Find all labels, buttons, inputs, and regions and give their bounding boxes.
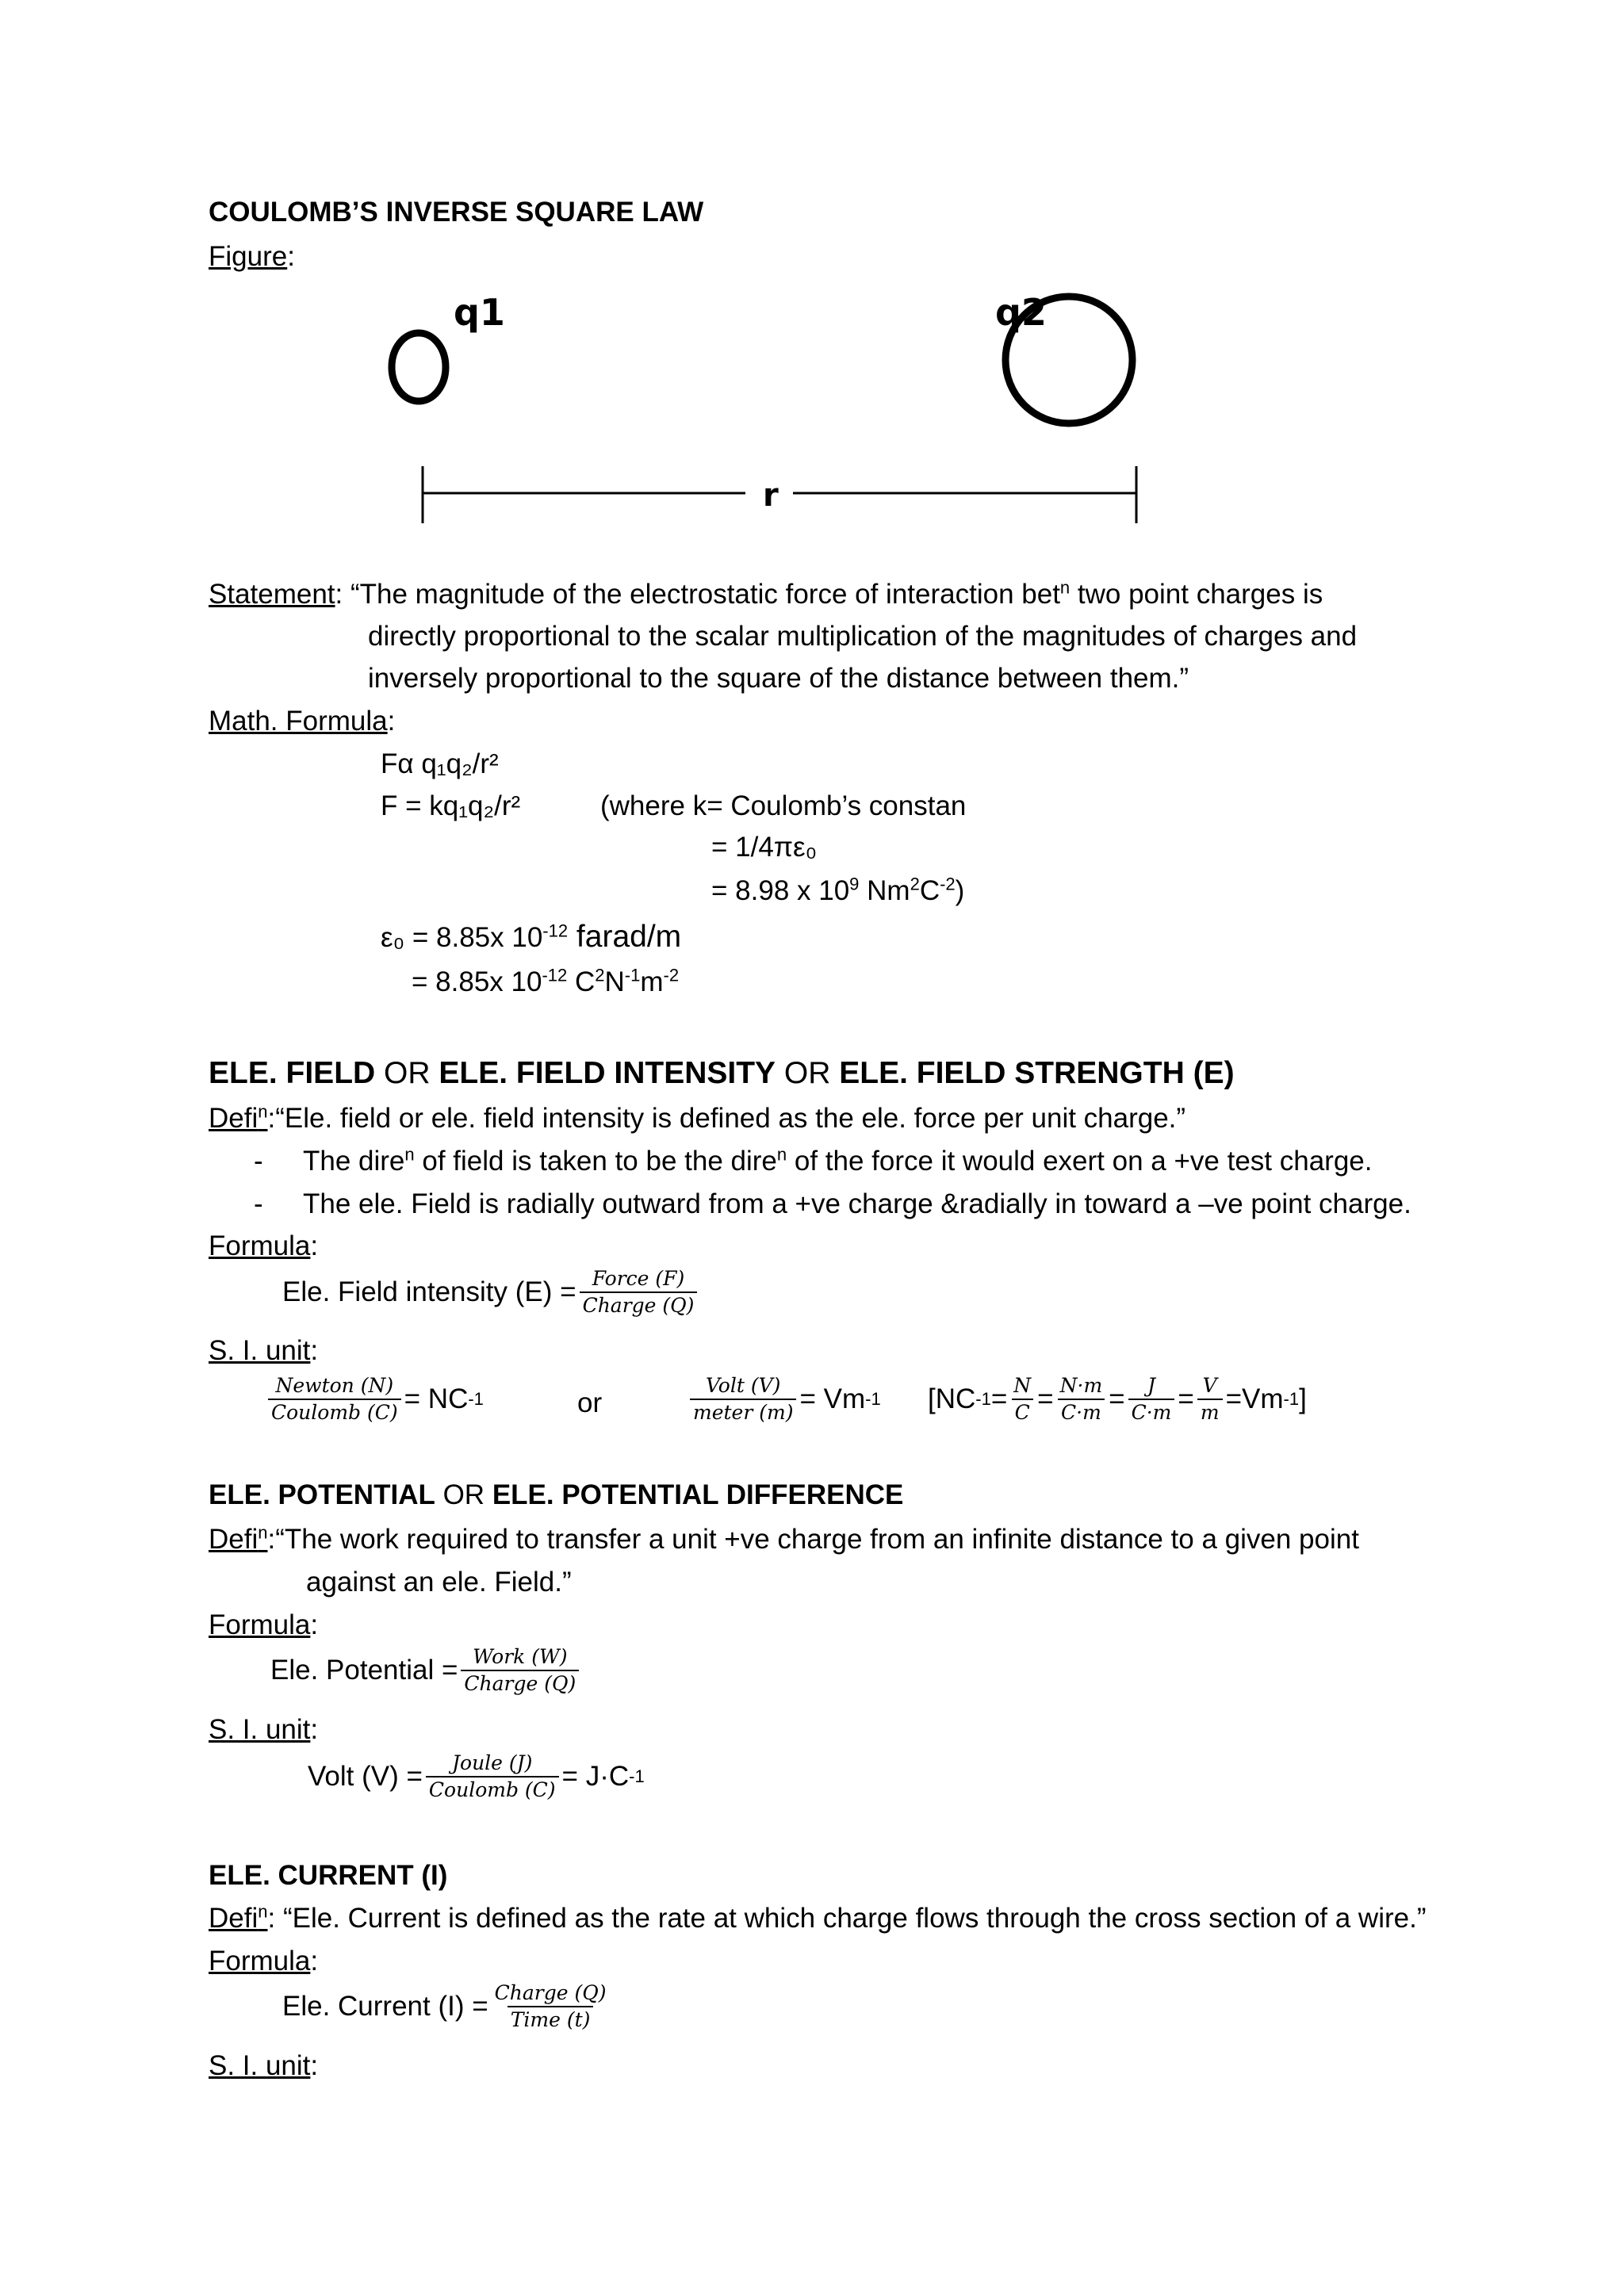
bracket-frac-1 xyxy=(1010,1373,1034,1425)
potential-formula xyxy=(270,1644,582,1697)
field-unit-label: S. I. unit xyxy=(209,1335,311,1366)
epsilon-line-2 xyxy=(412,965,679,1000)
potential-formula-colon: : xyxy=(310,1609,319,1640)
bracket-eq-2: = xyxy=(1037,1383,1054,1414)
field-heading-or-1: OR xyxy=(375,1056,439,1090)
b3-num: J xyxy=(1147,1374,1156,1397)
field-heading-2: ELE. FIELD INTENSITY xyxy=(439,1056,776,1090)
field-unit-line xyxy=(209,1334,318,1368)
eps-2-m: m xyxy=(640,966,664,997)
unit-1-den: Coulomb (C) xyxy=(268,1399,401,1425)
field-bullet-1-dash: - xyxy=(254,1146,263,1177)
unit-2-den: meter (m) xyxy=(690,1399,796,1425)
eps-2-a: = 8.85x 10 xyxy=(412,966,542,997)
potential-defi-word: Defi xyxy=(209,1524,259,1555)
bullet-1-a: The dire xyxy=(303,1146,405,1177)
q1-label: q1 xyxy=(454,291,505,334)
field-unit-2: $\frac{\text{Volt (V)}}{\text{meter (m)}}$ = Vm -1 xyxy=(687,1373,881,1425)
potential-formula-label: Formula xyxy=(209,1609,311,1640)
field-defi-sup: n xyxy=(258,1101,268,1122)
k-value-sup-2: 2 xyxy=(910,874,920,894)
statement-line-2: directly proportional to the scalar multiplication of the magnitudes of charges and xyxy=(368,621,1358,652)
potential-formula-line xyxy=(209,1608,318,1643)
statement-label: Statement xyxy=(209,579,335,610)
bracket-frac-4 xyxy=(1197,1373,1223,1425)
figure-colon: : xyxy=(287,241,295,272)
charge-q1-circle xyxy=(392,333,446,401)
potential-heading xyxy=(209,1479,903,1511)
potential-unit-text: Volt (V) = xyxy=(308,1761,423,1792)
current-frac-num: Charge (Q) xyxy=(494,1981,607,2004)
b2-num: N·m xyxy=(1059,1374,1103,1397)
current-defi-sup: n xyxy=(258,1901,268,1922)
field-defi-word: Defi xyxy=(209,1103,259,1134)
eps-2-c: C xyxy=(567,966,596,997)
field-frac-den: Charge (Q) xyxy=(580,1292,698,1318)
bracket-eq-4: = xyxy=(1178,1383,1194,1414)
bracket-close: ] xyxy=(1299,1383,1307,1414)
k-value-exp: 9 xyxy=(849,874,860,894)
field-formula xyxy=(282,1266,700,1318)
potential-frac-den: Charge (Q) xyxy=(461,1670,579,1697)
field-formula-label: Formula xyxy=(209,1230,311,1261)
current-formula-text: Ele. Current (I) = xyxy=(282,1991,488,2022)
k-value-unit-c: C xyxy=(919,875,940,906)
field-heading-or-2: OR xyxy=(776,1056,840,1090)
field-unit-or: or xyxy=(577,1387,603,1418)
k-value-close: ) xyxy=(955,875,965,906)
potential-heading-or: OR xyxy=(435,1479,492,1510)
epsilon-line-1 xyxy=(381,920,681,955)
math-formula-colon: : xyxy=(387,706,396,737)
coulomb-figure xyxy=(365,285,1237,539)
potential-unit: Volt (V) = $\frac{\text{Joule (J)}}{\text{Coulomb (C)}}$ = J·C -1 xyxy=(308,1751,645,1801)
potential-formula-text: Ele. Potential = xyxy=(270,1655,458,1686)
field-defi-label xyxy=(209,1103,268,1134)
potential-unit-fraction xyxy=(426,1751,559,1803)
bracket-eq-3: = xyxy=(1109,1383,1125,1414)
field-formula-line xyxy=(209,1229,318,1264)
eps-2-c-sup: 2 xyxy=(595,965,605,985)
coulomb-heading: COULOMB’S INVERSE SQUARE LAW xyxy=(209,197,704,228)
field-formula-colon: : xyxy=(310,1230,319,1261)
math-formula-line xyxy=(209,704,395,739)
eps-2-n: N xyxy=(604,966,625,997)
eps-2-exp: -12 xyxy=(542,965,568,985)
potential-heading-2: ELE. POTENTIAL DIFFERENCE xyxy=(492,1479,904,1510)
eps-1-unit: farad/m xyxy=(568,920,682,954)
potential-unit-line xyxy=(209,1712,318,1747)
b1-den: C xyxy=(1012,1399,1033,1425)
potential-unit-label: S. I. unit xyxy=(209,1714,311,1745)
potential-heading-1: ELE. POTENTIAL xyxy=(209,1479,435,1510)
eps-2-m-sup: -2 xyxy=(663,965,680,985)
field-heading xyxy=(209,1056,1235,1091)
eps-1-a: ε₀ = 8.85x 10 xyxy=(381,922,543,953)
field-bullet-1 xyxy=(303,1144,1372,1179)
formula-coulomb: F = kq₁q₂/r² xyxy=(381,790,521,821)
b2-den: C·m xyxy=(1058,1399,1105,1425)
potential-definition-1 xyxy=(209,1522,1359,1557)
current-unit-colon: : xyxy=(310,2050,319,2081)
potential-unit-den: Coulomb (C) xyxy=(426,1776,559,1803)
current-definition-text: : “Ele. Current is defined as the rate at which charge flows through the cross section of a wire.” xyxy=(267,1903,1427,1934)
potential-unit-num: Joule (J) xyxy=(452,1751,533,1774)
current-fraction xyxy=(492,1980,610,2033)
unit-1-eq: = NC xyxy=(404,1383,469,1414)
eps-1-exp: -12 xyxy=(542,920,569,941)
field-unit-1: $\frac{\text{Newton (N)}}{\text{Coulomb (C)}}$ = NC -1 xyxy=(265,1373,484,1425)
bracket-frac-2 xyxy=(1057,1373,1106,1425)
k-value-sup-neg2: -2 xyxy=(940,874,956,894)
current-defi-label xyxy=(209,1903,268,1934)
bullet-1-c: of field is taken to be the dire xyxy=(414,1146,777,1177)
bullet-1-sup-a: n xyxy=(404,1144,415,1165)
bracket-end: =Vm xyxy=(1225,1383,1284,1414)
current-heading: ELE. CURRENT (I) xyxy=(209,1860,448,1891)
b1-num: N xyxy=(1013,1374,1032,1397)
bracket-eq-1: = xyxy=(990,1383,1008,1414)
field-heading-1: ELE. FIELD xyxy=(209,1056,376,1090)
eps-2-n-sup: -1 xyxy=(624,965,641,985)
current-formula xyxy=(282,1980,613,2033)
r-label: r xyxy=(763,477,779,514)
potential-defi-sup: n xyxy=(258,1522,268,1543)
current-formula-line xyxy=(209,1944,318,1979)
bracket-frac-3 xyxy=(1128,1373,1175,1425)
k-value-unit-nm: Nm xyxy=(859,875,910,906)
potential-definition-2: against an ele. Field.” xyxy=(306,1567,572,1598)
statement-line-1 xyxy=(209,577,1323,612)
potential-frac-num: Work (W) xyxy=(473,1645,568,1668)
current-formula-colon: : xyxy=(310,1946,319,1976)
b3-den: C·m xyxy=(1128,1399,1175,1425)
field-unit-2-fraction xyxy=(690,1373,796,1425)
unit-2-eq: = Vm xyxy=(799,1383,866,1414)
potential-defi-label xyxy=(209,1524,268,1555)
potential-unit-colon: : xyxy=(310,1714,319,1745)
field-unit-bracket: [NC -1 = $\frac{N}{C}$ = $\frac{N\cdot m}{C\cdot m}$ = $\frac{J}{C\cdot m}$ = $\frac{V}{m}$ =Vm -1 ] xyxy=(928,1374,1307,1424)
current-formula-label: Formula xyxy=(209,1946,311,1976)
field-formula-text: Ele. Field intensity (E) = xyxy=(282,1276,576,1307)
field-definition xyxy=(209,1101,1185,1136)
potential-definition-text-1: :“The work required to transfer a unit +ve charge from an infinite distance to a given point xyxy=(267,1524,1359,1555)
current-frac-den: Time (t) xyxy=(508,2006,594,2033)
field-heading-3: ELE. FIELD STRENGTH (E) xyxy=(839,1056,1235,1090)
potential-unit-eq: = J·C xyxy=(561,1761,630,1792)
statement-sup: n xyxy=(1059,577,1071,598)
b4-den: m xyxy=(1197,1399,1223,1425)
figure-label-line xyxy=(209,239,295,274)
statement-line-3: inversely proportional to the square of the distance between them.” xyxy=(368,663,1189,694)
current-defi-word: Defi xyxy=(209,1903,259,1934)
math-formula-label: Math. Formula xyxy=(209,706,388,737)
statement-text-1b: two point charges is xyxy=(1070,579,1323,610)
current-unit-line xyxy=(209,2049,318,2084)
field-fraction xyxy=(580,1266,698,1318)
b4-num: V xyxy=(1202,1374,1217,1397)
field-frac-num: Force (F) xyxy=(592,1267,685,1290)
field-definition-text: :“Ele. field or ele. field intensity is defined as the ele. force per unit charge.” xyxy=(267,1103,1186,1134)
field-bullet-2-dash: - xyxy=(254,1188,263,1219)
field-unit-colon: : xyxy=(310,1335,319,1366)
bullet-1-sup-b: n xyxy=(776,1144,787,1165)
field-unit-1-fraction xyxy=(268,1373,401,1425)
figure-label: Figure xyxy=(209,241,288,272)
field-bullet-2: The ele. Field is radially outward from a +ve charge &radially in toward a –ve point charge. xyxy=(303,1188,1411,1219)
formula-proportional: Fα q₁q₂/r² xyxy=(381,748,499,779)
statement-text-1: : “The magnitude of the electrostatic force of interaction bet xyxy=(335,579,1060,610)
unit-2-num: Volt (V) xyxy=(706,1374,781,1397)
potential-fraction xyxy=(461,1644,579,1697)
current-definition xyxy=(209,1901,1426,1936)
unit-1-num: Newton (N) xyxy=(275,1374,394,1397)
where-k-line-1: (where k= Coulomb’s constan xyxy=(600,790,967,821)
bullet-1-e: of the force it would exert on a +ve test charge. xyxy=(787,1146,1373,1177)
where-k-line-3 xyxy=(711,874,964,909)
current-unit-label: S. I. unit xyxy=(209,2050,311,2081)
where-k-line-2: = 1/4πε₀ xyxy=(711,832,818,863)
k-value-a: = 8.98 x 10 xyxy=(711,875,850,906)
q2-label: q2 xyxy=(995,291,1047,334)
bracket-open: [NC xyxy=(928,1383,976,1414)
